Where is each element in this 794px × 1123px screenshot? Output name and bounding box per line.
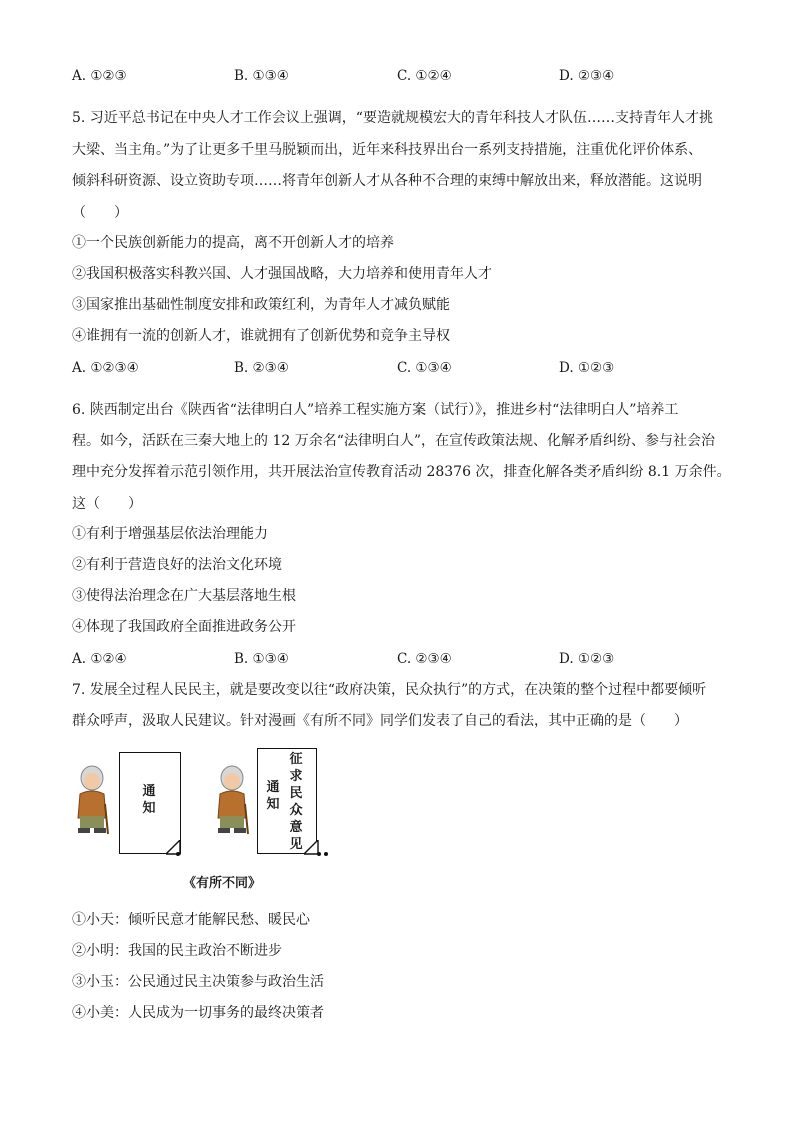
q4-option-d[interactable]: D. ②③④ [559, 68, 615, 84]
notice-board-right [257, 748, 317, 854]
q7-stem-line: 群众呼声，汲取人民建议。针对漫画《有所不同》同学们发表了自己的看法，其中正确的是（ ） [72, 713, 688, 729]
q6-blank: 这（ ） [72, 496, 142, 512]
q5-option-a[interactable]: A. ①②③④ [72, 360, 139, 376]
q5-stem-line: 倾斜科研资源、设立资助专项……将青年创新人才从各种不合理的束缚中解放出来，释放潜能。这说明 [72, 173, 702, 189]
q6-statement: ③使得法治理念在广大基层落地生根 [72, 588, 296, 604]
q5-options [72, 358, 722, 378]
old-man-icon [212, 764, 252, 836]
q5-option-c[interactable]: C. ①③④ [397, 360, 452, 376]
q6-stem-line: 理中充分发挥着示范引领作用，共开展法治宣传教育活动 28376 次，排查化解各类矛盾纠纷 8.1 万余件。 [72, 464, 731, 480]
q5-stem-line: 5. 习近平总书记在中央人才工作会议上强调，“要造就规模宏大的青年科技人才队伍……支持青年人才挑 [72, 110, 713, 126]
q6-stem-line: 6. 陕西制定出台《陕西省“法律明白人”培养工程实施方案（试行）》，推进乡村“法律明白人”培养工 [72, 402, 679, 418]
q7-statement: ④小美：人民成为一切事务的最终决策者 [72, 1005, 324, 1021]
q6-options [72, 649, 722, 669]
q4-option-c[interactable]: C. ①②④ [397, 68, 452, 84]
q4-options [72, 66, 722, 86]
q5-stem-line: 大梁、当主角。”为了让更多千里马脱颖而出，近年来科技界出台一系列支持措施，注重优化评价体系、 [72, 142, 703, 158]
q7-statement: ①小天：倾听民意才能解民愁、暖民心 [72, 912, 310, 928]
q5-statement: ④谁拥有一流的创新人才，谁就拥有了创新优势和竞争主导权 [72, 328, 450, 344]
opinion-text: 征求民众意见 [289, 752, 303, 852]
q6-option-b[interactable]: B. ①③④ [234, 651, 289, 667]
q7-statement: ③小玉：公民通过民主决策参与政治生活 [72, 974, 324, 990]
q5-statement: ③国家推出基础性制度安排和政策红利，为青年人才减负赋能 [72, 297, 450, 313]
cartoon-caption: 《有所不同》 [183, 876, 262, 891]
notice-text: 通知 [266, 780, 280, 812]
q5-blank: （ ） [72, 205, 128, 221]
dot-mark [317, 852, 321, 856]
q6-option-c[interactable]: C. ②③④ [397, 651, 452, 667]
q5-statement: ①一个民族创新能力的提高，离不开创新人才的培养 [72, 235, 394, 251]
old-man-icon [72, 764, 112, 836]
dot-mark [324, 852, 328, 856]
q6-option-d[interactable]: D. ①②③ [559, 651, 615, 667]
dot-mark [176, 852, 180, 856]
q6-stem-line: 程。如今，活跃在三秦大地上的 12 万余名“法律明白人”，在宣传政策法规、化解矛盾纠纷、参与社会治 [72, 433, 716, 449]
q6-statement: ②有利于营造良好的法治文化环境 [72, 557, 282, 573]
q7-statement: ②小明：我国的民主政治不断进步 [72, 943, 282, 959]
q7-stem-line: 7. 发展全过程人民民主，就是要改变以往“政府决策，民众执行”的方式，在决策的整个过程中都要倾听 [72, 682, 707, 698]
notice-board-left [119, 752, 181, 854]
q5-statement: ②我国积极落实科教兴国、人才强国战略，大力培养和使用青年人才 [72, 266, 492, 282]
q6-statement: ①有利于增强基层依法治理能力 [72, 526, 268, 542]
q4-option-b[interactable]: B. ①③④ [234, 68, 289, 84]
q6-statement: ④体现了我国政府全面推进政务公开 [72, 619, 296, 635]
q5-option-b[interactable]: B. ②③④ [234, 360, 289, 376]
q6-option-a[interactable]: A. ①②④ [72, 651, 127, 667]
notice-text: 通知 [142, 784, 156, 816]
q5-option-d[interactable]: D. ①②③ [559, 360, 615, 376]
q4-option-a[interactable]: A. ①②③ [72, 68, 127, 84]
